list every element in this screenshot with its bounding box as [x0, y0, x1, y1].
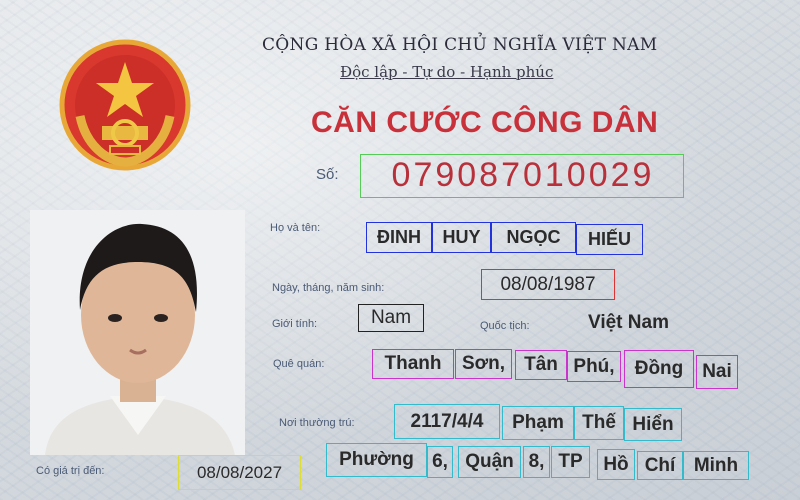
hometown-word-1: Thanh — [372, 349, 454, 379]
residence-line2-word-8: Minh — [683, 451, 749, 480]
nationality-value: Việt Nam — [588, 312, 669, 333]
residence-line1-word-2: Phạm — [502, 406, 574, 440]
id-number-label: Số: — [316, 166, 339, 183]
residence-label: Nơi thường trú: — [279, 417, 355, 429]
name-word-2: HUY — [432, 222, 491, 253]
name-word-4: HIẾU — [576, 224, 643, 255]
national-emblem-icon — [58, 38, 192, 172]
residence-line1-word-4: Hiển — [624, 408, 682, 441]
sex-value: Nam — [358, 304, 424, 332]
country-header: CỘNG HÒA XÃ HỘI CHỦ NGHĨA VIỆT NAM — [262, 35, 658, 55]
hometown-word-4: Phú, — [567, 351, 621, 382]
hometown-word-2: Sơn, — [455, 349, 512, 379]
dob-label: Ngày, tháng, năm sinh: — [272, 282, 385, 294]
residence-line2-word-7: Chí — [637, 451, 683, 480]
residence-line2-word-1: Phường — [326, 443, 427, 477]
residence-line2-word-5: TP — [551, 446, 590, 478]
portrait-photo — [30, 210, 245, 455]
hometown-label: Quê quán: — [273, 358, 325, 370]
name-word-3: NGỌC — [491, 222, 576, 253]
id-number-value: 079087010029 — [391, 156, 655, 194]
hometown-word-5: Đồng — [624, 350, 694, 388]
motto: Độc lập - Tự do - Hạnh phúc — [340, 63, 554, 81]
hometown-word-6: Nai — [696, 355, 738, 389]
expiry-value: 08/08/2027 — [178, 455, 301, 490]
full-name-label: Họ và tên: — [270, 222, 321, 234]
expiry-label: Có giá trị đến: — [36, 465, 105, 477]
residence-line1-word-3: Thế — [574, 406, 624, 440]
card-title: CĂN CƯỚC CÔNG DÂN — [311, 106, 659, 139]
sex-label: Giới tính: — [272, 318, 318, 330]
residence-line2-word-6: Hồ — [597, 449, 635, 480]
name-word-1: ĐINH — [366, 222, 432, 253]
nationality-label: Quốc tịch: — [480, 320, 530, 332]
residence-line1-word-1: 2117/4/4 — [394, 404, 500, 439]
dob-value: 08/08/1987 — [481, 269, 615, 300]
residence-line2-word-3: Quận — [458, 446, 521, 478]
residence-line2-word-4: 8, — [523, 446, 550, 478]
residence-line2-word-2: 6, — [427, 446, 453, 478]
hometown-word-3: Tân — [515, 350, 567, 380]
